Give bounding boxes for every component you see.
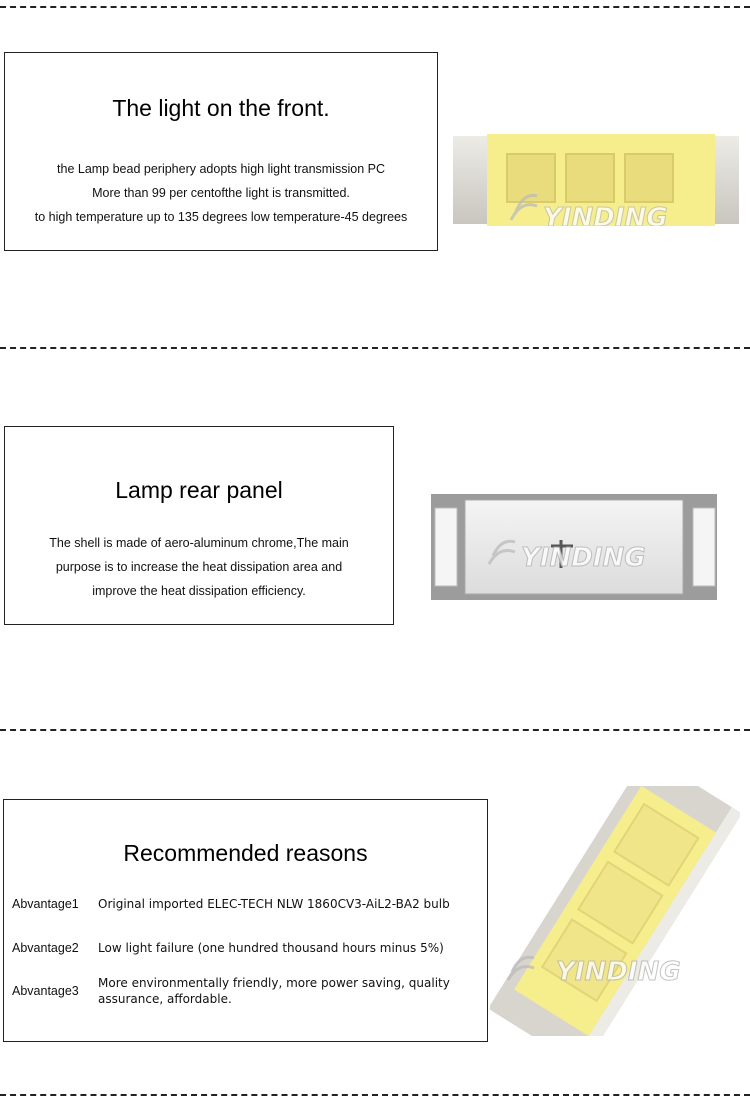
advantage-row-2 <box>12 940 481 956</box>
recommended-title: Recommended reasons <box>123 840 368 866</box>
dashed-divider-bottom <box>0 1094 750 1096</box>
svg-text:YINDING: YINDING <box>543 203 668 226</box>
svg-text:YINDING: YINDING <box>556 957 681 987</box>
advantage-row-3 <box>12 975 481 1007</box>
front-light-info-box <box>4 52 438 251</box>
rear-panel-description <box>5 531 393 603</box>
front-chip-image <box>453 134 739 226</box>
front-light-line-1: the Lamp bead periphery adopts high light transmission PC <box>57 162 385 176</box>
advantage-text-2: Low light failure (one hundred thousand hours minus 5%) <box>98 941 444 955</box>
dashed-divider-top <box>0 6 750 8</box>
dashed-divider-1 <box>0 347 750 349</box>
rear-panel-line-2: purpose is to increase the heat dissipation area and <box>55 560 343 574</box>
advantage-text-3: More environmentally friendly, more power saving, quality assurance, affordable. <box>98 976 450 1006</box>
front-light-line-3: to high temperature up to 135 degrees low temperature-45 degrees <box>34 210 408 224</box>
recommended-reasons-box <box>3 799 488 1042</box>
front-light-title: The light on the front. <box>112 95 330 121</box>
dashed-divider-2 <box>0 729 750 731</box>
advantage-label-2: Abvantage2 <box>12 941 79 955</box>
rear-panel-info-box <box>4 426 394 625</box>
rear-panel-title: Lamp rear panel <box>115 477 283 503</box>
advantage-row-1 <box>12 896 481 912</box>
rear-panel-line-3: improve the heat dissipation efficiency. <box>92 584 306 598</box>
angled-chip-image <box>490 786 740 1036</box>
front-light-line-2: More than 99 per centofthe light is transmitted. <box>92 186 350 200</box>
advantage-label-1: Abvantage1 <box>12 897 79 911</box>
rear-panel-line-1: The shell is made of aero-aluminum chrome,The main <box>49 536 349 550</box>
rear-panel-image <box>431 494 717 600</box>
svg-text:YINDING: YINDING <box>521 543 646 573</box>
advantage-label-3: Abvantage3 <box>12 984 79 998</box>
advantage-text-1: Original imported ELEC-TECH NLW 1860CV3-AiL2-BA2 bulb <box>98 897 450 911</box>
